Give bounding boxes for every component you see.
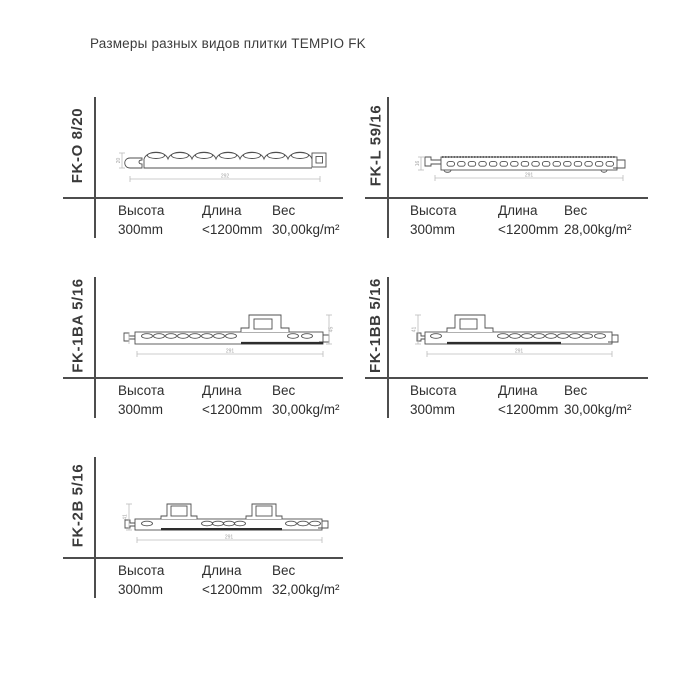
header-height: Высота [410,383,457,398]
header-length: Длина [498,383,538,398]
height-dimension: 41 [411,326,418,333]
table-rule [63,197,343,199]
width-dimension: 291 [225,348,235,355]
table-rule [365,197,648,199]
header-height: Высота [118,383,165,398]
panel-title: FK-2B 5/16 [69,463,87,547]
header-weight: Вес [272,563,296,578]
width-dimension: 291 [224,534,234,541]
header-weight: Вес [272,203,296,218]
header-length: Длина [202,383,242,398]
panel-title: FK-1BA 5/16 [69,277,87,373]
page-title: Размеры разных видов плитки TEMPIO FK [90,36,366,51]
panel-divider-line [387,277,389,418]
value-weight: 28,00kg/m² [564,222,632,237]
table-rule [365,377,648,379]
header-weight: Вес [564,203,588,218]
header-height: Высота [118,563,165,578]
header-length: Длина [498,203,538,218]
panel-fk-l-59-16 [365,93,648,245]
table-rule [63,377,343,379]
header-length: Длина [202,203,242,218]
value-length: <1200mm [202,222,263,237]
profile-drawing-fk-o [108,143,328,190]
panel-fk-o-8-20 [63,93,343,245]
panel-title: FK-O 8/20 [69,107,87,183]
height-dimension: 16 [415,160,421,167]
value-weight: 30,00kg/m² [564,402,632,417]
height-dimension: 41 [122,514,129,520]
panel-title: FK-1BB 5/16 [367,277,384,373]
width-dimension: 291 [524,172,534,179]
header-weight: Вес [272,383,296,398]
panel-divider-line [94,277,96,418]
height-dimension: 20 [116,157,122,164]
header-weight: Вес [564,383,588,398]
table-rule [63,557,343,559]
panel-divider-line [94,97,96,238]
panel-title: FK-L 59/16 [367,104,384,186]
value-weight: 32,00kg/m² [272,582,340,597]
profile-drawing-fk-1bb [411,305,626,368]
value-length: <1200mm [498,222,559,237]
value-height: 300mm [410,402,456,417]
height-dimension: 45 [328,326,335,333]
panel-fk-1bb-5-16 [365,273,648,425]
header-length: Длина [202,563,242,578]
header-height: Высота [118,203,165,218]
value-length: <1200mm [498,402,559,417]
panel-fk-2b-5-16 [63,453,343,605]
header-height: Высота [410,203,457,218]
value-height: 300mm [118,582,164,597]
profile-drawing-fk-1ba [121,305,336,368]
value-height: 300mm [410,222,456,237]
profile-drawing-fk-l [411,149,635,188]
panel-fk-1ba-5-16 [63,273,343,425]
width-dimension: 292 [220,173,230,180]
value-height: 300mm [118,222,164,237]
panel-divider-line [387,97,389,238]
value-height: 300mm [118,402,164,417]
value-length: <1200mm [202,582,263,597]
profile-drawing-fk-2b [121,497,336,556]
panel-divider-line [94,457,96,598]
value-length: <1200mm [202,402,263,417]
width-dimension: 291 [514,348,524,355]
value-weight: 30,00kg/m² [272,402,340,417]
value-weight: 30,00kg/m² [272,222,340,237]
